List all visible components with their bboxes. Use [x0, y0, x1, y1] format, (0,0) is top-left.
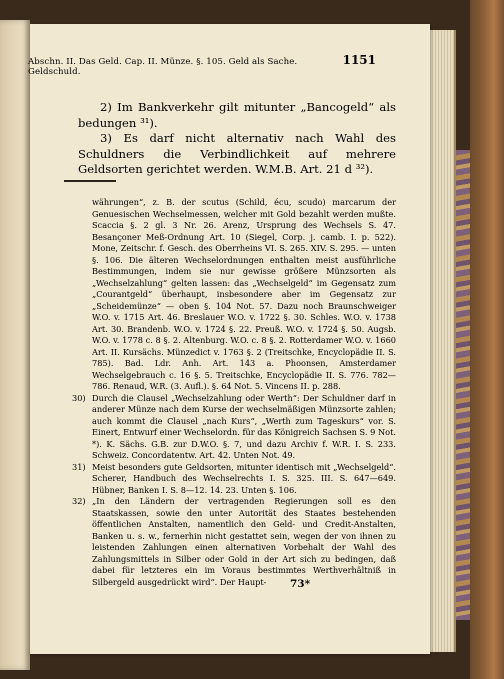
footnote-continuation	[78, 197, 396, 393]
paragraph-item-2: 2) Im Bankverkehr gilt mitunter „Bancogeld“ als bedungen ³¹).	[78, 100, 396, 130]
footnote-32-text: „In den Ländern der vertragenden Regierungen soll es den Staatskassen, sowie den unter Autorität des Staates bestehenden öffentlichen Anstalten, namentlich den Geld- und Credit-Anstalten, Banken u. s. w., fernerhin nicht gestattet sein, wegen der von ihnen zu leistenden Zahlungen einen alternativen Vorbehalt der Wahl des Zahlungsmittels in Silber oder Gold in der Art sich zu bedingen, daß dabei für letzteres ein im Voraus bestimmtes Werthverhältniß in Silbergeld ausgedrückt wird“. Der Haupt-	[92, 496, 396, 587]
left-page-gutter	[0, 20, 30, 670]
footnote-30	[72, 392, 396, 462]
footnote-30-number: 30)	[72, 392, 86, 403]
footnote-31	[72, 461, 396, 497]
book-cover-edge	[470, 0, 504, 679]
running-title: Abschn. II. Das Geld. Cap. II. Münze. §. 105. Geld als Sache. Geldschuld.	[28, 57, 298, 77]
page-edges	[430, 30, 456, 652]
footnote-32-number: 32)	[72, 496, 86, 506]
footnote-continuation-text: währungen“, z. B. der scutus (Schild, écu, scudo) marcarum der Genuesischen Wechselmessen, welcher mit Gold bezahlt werden mußte. Scaccia §. 2 gl. 3 Nr. 26. Arenz, Ursprung des Wechsels S. 47. Besançoner Meß-Ordnung Art. 10 (Siegel, Corp. j. camb. I. p. 522). Mone, Zeitschr. f. Gesch. des Oberrheins VI. S. 265. XIV. S. 295. — unten §. 106. Die älteren Wechselordnungen enthalten meist ausführliche Bestimmungen, indem sie nur gewisse größere Münzsorten als „Wechselzahlung“ gelten lassen: das „Wechselgeld“ im Gegensatz zum „Courantgeld“ überhaupt, insbesondere aber im Gegensatz zur „Scheidemünze“ — oben §. 104 Not. 57. Dazu noch Braunschweiger W.O. v. 1715 Art. 46. Breslauer W.O. v. 1722 §. 30. Schles. W.O. v. 1738 Art. 30. Brandenb. W.O. v. 1724 §. 22. Preuß. W.O. v. 1724 §. 50. Augsb. W.O. v. 1778 c. 8 §. 2. Altenburg. W.O. c. 8 §. 2. Rotterdamer W.O. v. 1660 Art. II. Kursächs. Münzedict v. 1763 §. 2 (Treitschke, Encyclopädie II. S. 785). Bad. Ldr. Anh. Art. 143 a. Phoonsen, Amsterdamer Wechselgebrauch c. 16 §. 5. Treitschke, Encyclopädie II. S. 776. 782—786. Renaud, W.R. (3. Aufl.). §. 64 Not. 5. Vincens II. p. 288.	[92, 197, 396, 391]
main-text	[78, 100, 396, 178]
paragraph-item-3: 3) Es darf nicht alternativ nach Wahl des Schuldners die Verbindlichkeit auf mehrere Geldsorten gerichtet werden. W.M.B. Art. 21 d ³²).	[78, 131, 396, 176]
footnote-32	[72, 496, 396, 588]
footnotes	[72, 197, 396, 588]
page-number: 1151	[342, 53, 376, 67]
signature-mark: 73*	[290, 578, 311, 590]
footnote-31-number: 31)	[72, 461, 86, 472]
footnote-31-text: Meist besonders gute Geldsorten, mitunter identisch mit „Wechselgeld“. Scherer, Handbuch des Wechselrechts I. S. 325. III. S. 647—649. Hübner, Banken I. S. 8—12. 14. 23. Unten §. 106.	[92, 461, 396, 495]
footnote-separator	[64, 180, 116, 182]
page-header	[28, 53, 376, 77]
footnote-30-text: Durch die Clausel „Wechselzahlung oder Werth“: Der Schuldner darf in anderer Münze nach dem Kurse der wechselmäßigen Münzsorte zahlen; auch kommt die Clausel „nach Kurs“, „Werth zum Tageskurs“ vor. S. Einert, Entwurf einer Wechselordn. für das Königreich Sachsen S. 9 Not. *). K. Sächs. G.B. zur D.W.O. §. 7, und dazu Archiv f. W.R. I. S. 233. Schweiz. Concordatentw. Art. 42. Unten Not. 49.	[92, 392, 396, 460]
